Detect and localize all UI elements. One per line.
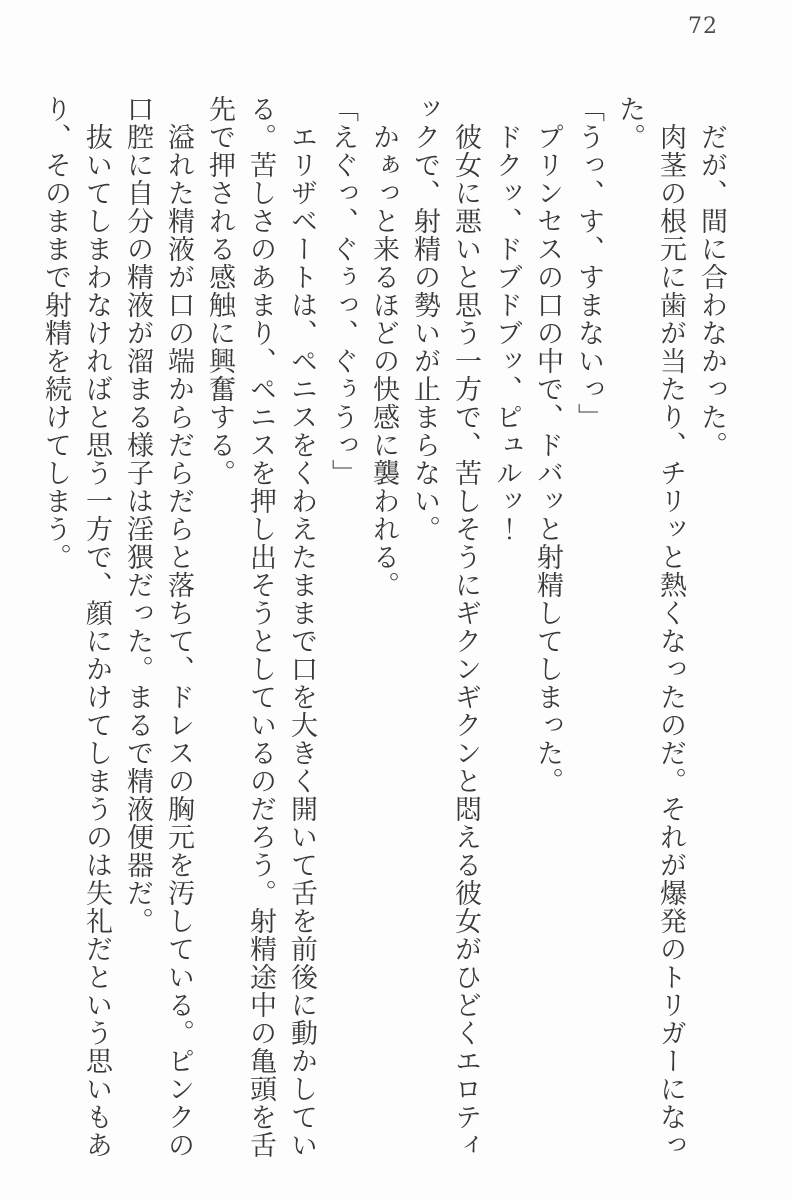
text-line: だが、間に合わなかった。 (696, 95, 727, 459)
text-line: 溢れた精液が口の端からだらだらと落ちて、ドレスの胸元を汚している。ピンクの (163, 95, 194, 1159)
text-line: エリザベートは、ペニスをくわえたままで口を大きく開いて舌を前後に動かしてい (286, 95, 317, 1159)
page-number: 72 (688, 14, 718, 39)
text-line: 「うっ、す、すまないっ」 (573, 95, 604, 431)
text-line: 先で押される感触に興奮する。 (204, 95, 235, 487)
text-line: 彼女に悪いと思う一方で、苦しそうにギクンギクンと悶える彼女がひどくエロティ (450, 95, 481, 1159)
text-line: 肉茎の根元に歯が当たり、チリッと熱くなったのだ。それが爆発のトリガーになっ (655, 95, 686, 1159)
text-line: る。苦しさのあまり、ペニスを押し出そうとしているのだろう。射精途中の亀頭を舌 (245, 95, 276, 1159)
text-line: プリンセスの口の中で、ドバッと射精してしまった。 (532, 95, 563, 795)
text-line: り、そのままで射精を続けてしまう。 (40, 95, 71, 571)
text-line: ドクッ、ドブドブッ、ピュルッ！ (491, 95, 522, 543)
text-line: かぁっと来るほどの快感に襲われる。 (368, 95, 399, 599)
text-line: 「えぐっ、ぐぅっ、ぐぅうっ」 (327, 95, 358, 487)
text-line: た。 (614, 95, 645, 151)
text-line: 抜いてしまわなければと思う一方で、顔にかけてしまうのは失礼だという思いもあ (81, 95, 112, 1159)
text-block (35, 95, 732, 1163)
text-line: ックで、射精の勢いが止まらない。 (409, 95, 440, 543)
text-line: 口腔に自分の精液が溜まる様子は淫猥だった。まるで精液便器だ。 (122, 95, 153, 935)
